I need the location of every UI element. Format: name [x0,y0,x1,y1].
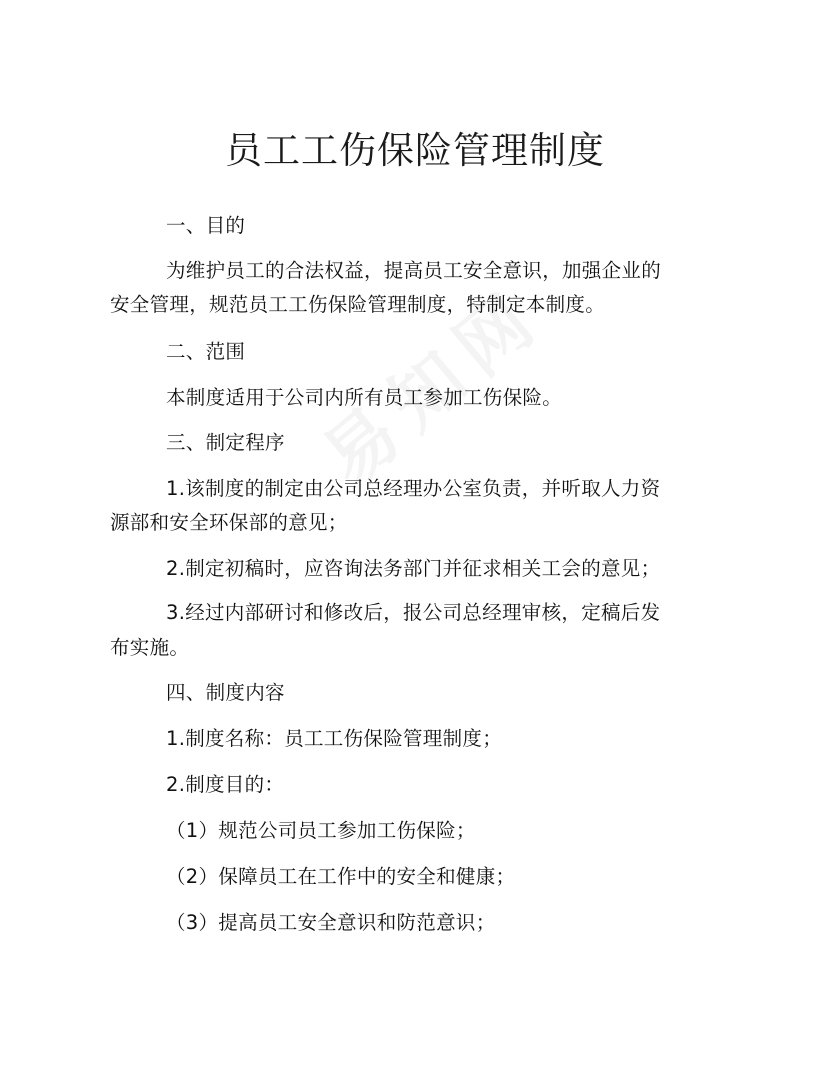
section-heading-scope: 二、范围 [166,340,246,363]
paragraph-line: 安全管理，规范员工工伤保险管理制度，特制定本制度。 [110,293,606,316]
paragraph-line: 为维护员工的合法权益，提高员工安全意识，加强企业的 [166,259,662,282]
paragraph-line: 本制度适用于公司内所有员工参加工伤保险。 [166,386,563,409]
paragraph-line: 源部和安全环保部的意见； [110,511,348,534]
list-item: 1.制度名称：员工工伤保险管理制度； [166,727,503,750]
paragraph-line: 1.该制度的制定由公司总经理办公室负责，并听取人力资 [166,477,661,500]
paragraph-line: 布实施。 [110,636,190,659]
list-item: （3）提高员工安全意识和防范意识； [166,911,496,934]
section-heading-procedure: 三、制定程序 [166,431,285,454]
section-heading-content: 四、制度内容 [166,681,285,704]
section-heading-purpose: 一、目的 [166,214,246,237]
paragraph-line: 3.经过内部研讨和修改后，报公司总经理审核，定稿后发 [166,601,661,624]
document-title: 员工工伤保险管理制度 [225,129,605,172]
list-item: （1）规范公司员工参加工伤保险； [166,819,476,842]
list-item: （2）保障员工在工作中的安全和健康； [166,865,516,888]
paragraph-line: 2.制定初稿时，应咨询法务部门并征求相关工会的意见； [166,557,661,580]
list-item: 2.制度目的： [166,773,285,796]
